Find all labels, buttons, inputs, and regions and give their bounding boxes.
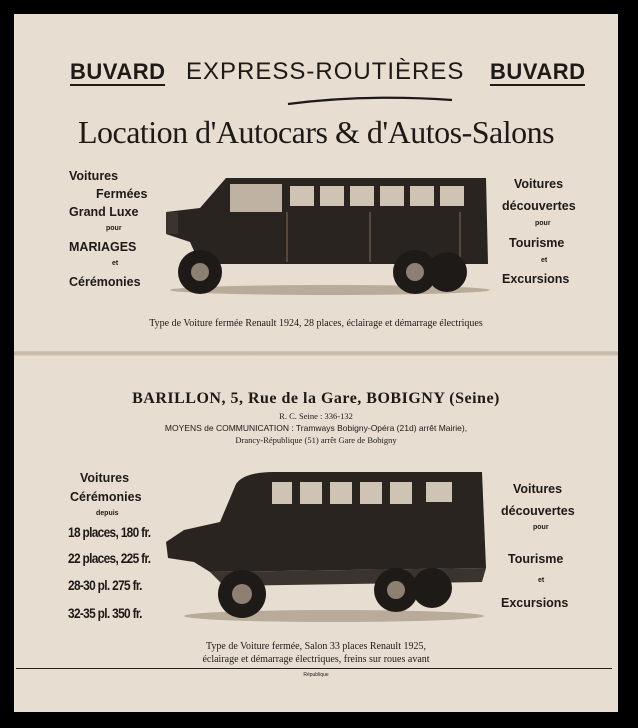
salon-bus-illustration [164, 466, 489, 626]
bottom-caption-line-1: Type de Voiture fermée, Salon 33 places Renault 1925, [206, 641, 426, 652]
price-line-3: 28-30 pl. 275 fr. [68, 577, 142, 593]
price-line-1: 18 places, 180 fr. [68, 524, 151, 540]
communication-line-1: MOYENS de COMMUNICATION : Tramways Bobigny-Opéra (21d) arrêt Mairie), [164, 423, 468, 433]
top-left-line-4: pour [106, 225, 122, 232]
bottom-right-line-5: et [538, 577, 545, 584]
registry-number: R. C. Seine : 336-132 [279, 411, 353, 421]
buvard-left: BUVARD [70, 59, 166, 84]
top-left-line-5: MARIAGES [69, 240, 137, 254]
top-right-line-1: Voitures [514, 177, 564, 191]
bottom-right-line-3: pour [533, 524, 549, 531]
bottom-right-line-4: Tourisme [508, 552, 564, 566]
price-line-4: 32-35 pl. 350 fr. [68, 605, 142, 621]
bottom-panel [14, 356, 618, 712]
address: BARILLON, 5, Rue de la Gare, BOBIGNY (Seine) [132, 390, 500, 407]
swoosh-underline [286, 96, 454, 106]
bottom-left-title-2: Cérémonies [70, 490, 142, 504]
bottom-left-title-1: Voitures [80, 471, 130, 485]
bottom-right-line-2: découvertes [501, 504, 575, 518]
top-left-line-6: et [112, 260, 119, 267]
blotter-card [14, 14, 618, 712]
closed-bus-illustration [160, 172, 492, 296]
top-right-line-5: et [541, 257, 548, 264]
bottom-divider [16, 668, 612, 669]
top-left-line-1: Voitures [69, 169, 119, 183]
top-left-line-7: Cérémonies [69, 275, 141, 289]
bottom-right-line-6: Excursions [501, 596, 569, 610]
top-left-line-2: Fermées [96, 187, 148, 201]
buvard-right: BUVARD [490, 59, 586, 84]
bottom-left-title-3: depuis [96, 510, 119, 517]
headline: Location d'Autocars & d'Autos-Salons [77, 114, 555, 150]
top-left-line-3: Grand Luxe [69, 205, 139, 219]
price-line-2: 22 places, 225 fr. [68, 550, 151, 566]
bottom-right-line-1: Voitures [513, 482, 563, 496]
bottom-caption-line-2: éclairage et démarrage électriques, freins sur roues avant [202, 654, 430, 665]
printer-mark: République [303, 672, 329, 678]
communication-line-2: Drancy-République (51) arrêt Gare de Bobigny [235, 435, 397, 445]
express-routieres-title: EXPRESS-ROUTIÈRES [186, 58, 465, 85]
top-right-line-6: Excursions [502, 272, 570, 286]
top-right-line-2: découvertes [502, 199, 576, 213]
top-caption: Type de Voiture fermée Renault 1924, 28 places, éclairage et démarrage électriques [149, 318, 483, 329]
top-right-line-4: Tourisme [509, 236, 565, 250]
top-right-line-3: pour [535, 220, 551, 227]
top-panel [14, 14, 618, 352]
